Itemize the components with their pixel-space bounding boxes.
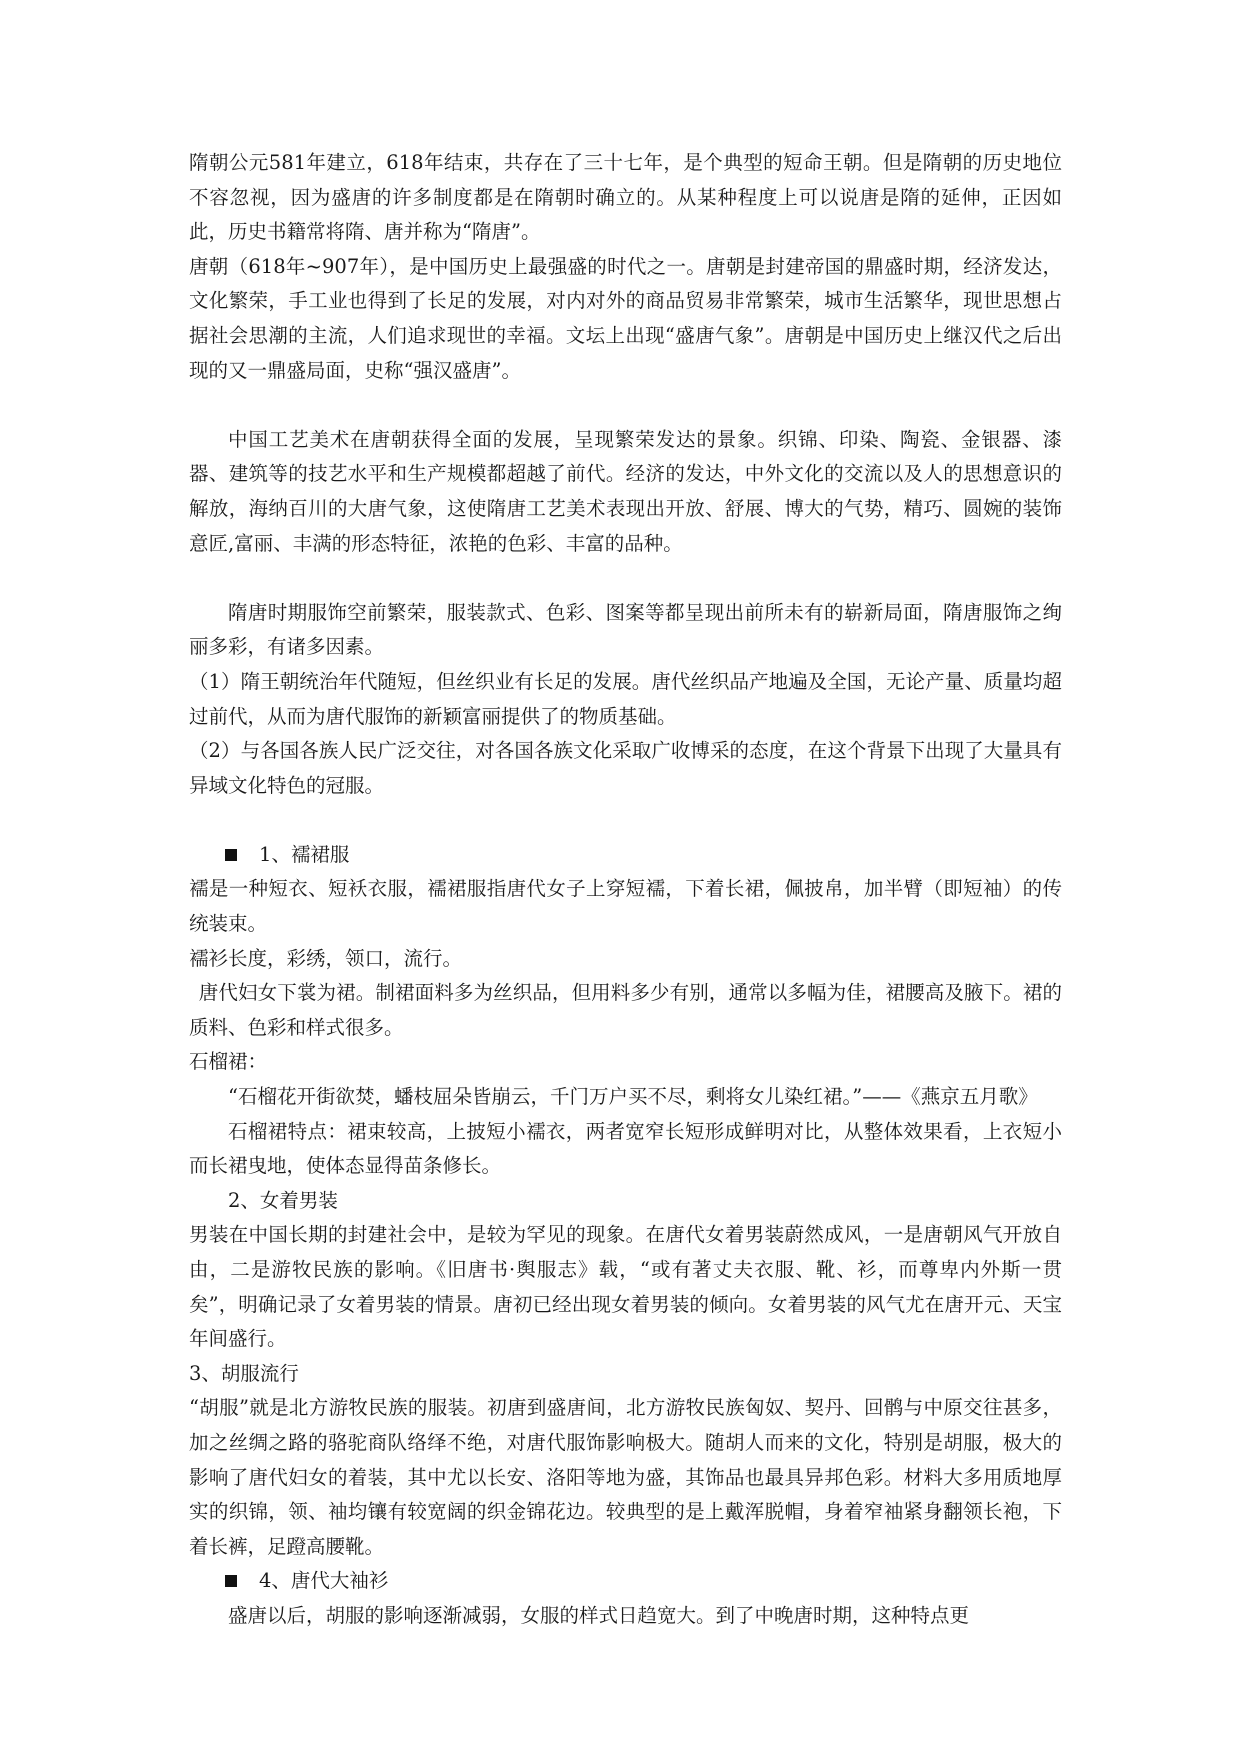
section-2-paragraph-1: 男装在中国长期的封建社会中，是较为罕见的现象。在唐代女着男装蔚然成风，一是唐朝风气开放自由，二是游牧民族的影响。《旧唐书·舆服志》载，“或有著丈夫衣服、靴、衫，而尊卑内外斯一贯矣”，明确记录了女着男装的情景。唐初已经出现女着男装的倾向。女着男装的风气尤在唐开元、天宝年间盛行。 <box>189 1223 1062 1351</box>
section-3-paragraph-1: “胡服”就是北方游牧民族的服装。初唐到盛唐间，北方游牧民族匈奴、契丹、回鹘与中原交往甚多，加之丝绸之路的骆驼商队络绎不绝，对唐代服饰影响极大。随胡人而来的文化，特别是胡服，极大的影响了唐代妇女的着装，其中尤以长安、洛阳等地为盛，其饰品也最具异邦色彩。材料大多用质地厚实的织锦，领、袖均镶有较宽阔的织金锦花边。较典型的是上戴浑脱帽，身着窄袖紧身翻领长袍，下着长裤，足蹬高腰靴。 <box>189 1396 1062 1558</box>
spacer <box>189 803 1062 838</box>
intro-paragraph-2: 唐朝（618年~907年），是中国历史上最强盛的时代之一。唐朝是封建帝国的鼎盛时期，经济发达，文化繁荣，手工业也得到了长足的发展，对内对外的商品贸易非常繁荣，城市生活繁华，现世思想占据社会思潮的主流，人们追求现世的幸福。文坛上出现“盛唐气象”。唐朝是中国历史上继汉代之后出现的又一鼎盛局面，史称“强汉盛唐”。 <box>189 254 1062 382</box>
spacer <box>189 561 1062 596</box>
section-1-paragraph-4: 石榴裙： <box>189 1050 268 1074</box>
section-2-heading: 2、女着男装 <box>228 1188 338 1212</box>
section-1-paragraph-5: 石榴裙特点：裙束较高，上披短小襦衣，两者宽窄长短形成鲜明对比，从整体效果看，上衣短小而长裙曳地，使体态显得苗条修长。 <box>189 1119 1062 1178</box>
section-1-paragraph-2: 襦衫长度，彩绣，领口，流行。 <box>189 946 463 970</box>
costume-paragraph: 隋唐时期服饰空前繁荣，服装款式、色彩、图案等都呈现出前所未有的崭新局面，隋唐服饰之绚丽多彩，有诸多因素。 <box>189 600 1062 659</box>
section-4-paragraph-1: 盛唐以后，胡服的影响逐渐减弱，女服的样式日趋宽大。到了中晚唐时期，这种特点更 <box>228 1603 970 1627</box>
section-1-heading <box>189 838 1062 873</box>
section-1-quote: “石榴花开街欲焚，蟠枝屈朵皆崩云，千门万户买不尽，剩将女儿染红裙。”——《燕京五月歌》 <box>228 1085 1038 1109</box>
reason-1-paragraph: （1）隋王朝统治年代随短，但丝织业有长足的发展。唐代丝织品产地遍及全国，无论产量、质量均超过前代，从而为唐代服饰的新颖富丽提供了的物质基础。 <box>189 669 1062 728</box>
section-4-heading <box>189 1564 1062 1599</box>
crafts-paragraph: 中国工艺美术在唐朝获得全面的发展，呈现繁荣发达的景象。织锦、印染、陶瓷、金银器、漆器、建筑等的技艺水平和生产规模都超越了前代。经济的发达，中外文化的交流以及人的思想意识的解放，海纳百川的大唐气象，这使隋唐工艺美术表现出开放、舒展、博大的气势，精巧、圆婉的装饰意匠,富丽、丰满的形态特征，浓艳的色彩、丰富的品种。 <box>189 427 1062 555</box>
reason-2-paragraph: （2）与各国各族人民广泛交往，对各国各族文化采取广收博采的态度，在这个背景下出现了大量具有异域文化特色的冠服。 <box>189 739 1062 797</box>
square-bullet-icon <box>225 849 237 861</box>
spacer <box>189 388 1062 423</box>
square-bullet-icon <box>225 1575 237 1587</box>
intro-paragraph-1: 隋朝公元581年建立，618年结束，共存在了三十七年，是个典型的短命王朝。但是隋朝的历史地位不容忽视，因为盛唐的许多制度都是在隋朝时确立的。从某种程度上可以说唐是隋的延伸，正因如此，历史书籍常将隋、唐并称为“隋唐”。 <box>189 151 1062 244</box>
section-4-heading-text: 4、唐代大袖衫 <box>259 1569 389 1593</box>
section-3-heading: 3、胡服流行 <box>189 1361 299 1385</box>
document-page <box>189 146 1062 1634</box>
section-1-paragraph-3: 唐代妇女下裳为裙。制裙面料多为丝织品，但用料多少有别，通常以多幅为佳，裙腰高及腋下。裙的质料、色彩和样式很多。 <box>189 981 1062 1039</box>
section-1-heading-text: 1、襦裙服 <box>259 842 350 866</box>
section-1-paragraph-1: 襦是一种短衣、短袄衣服，襦裙服指唐代女子上穿短襦，下着长裙，佩披帛，加半臂（即短袖）的传统装束。 <box>189 877 1062 936</box>
